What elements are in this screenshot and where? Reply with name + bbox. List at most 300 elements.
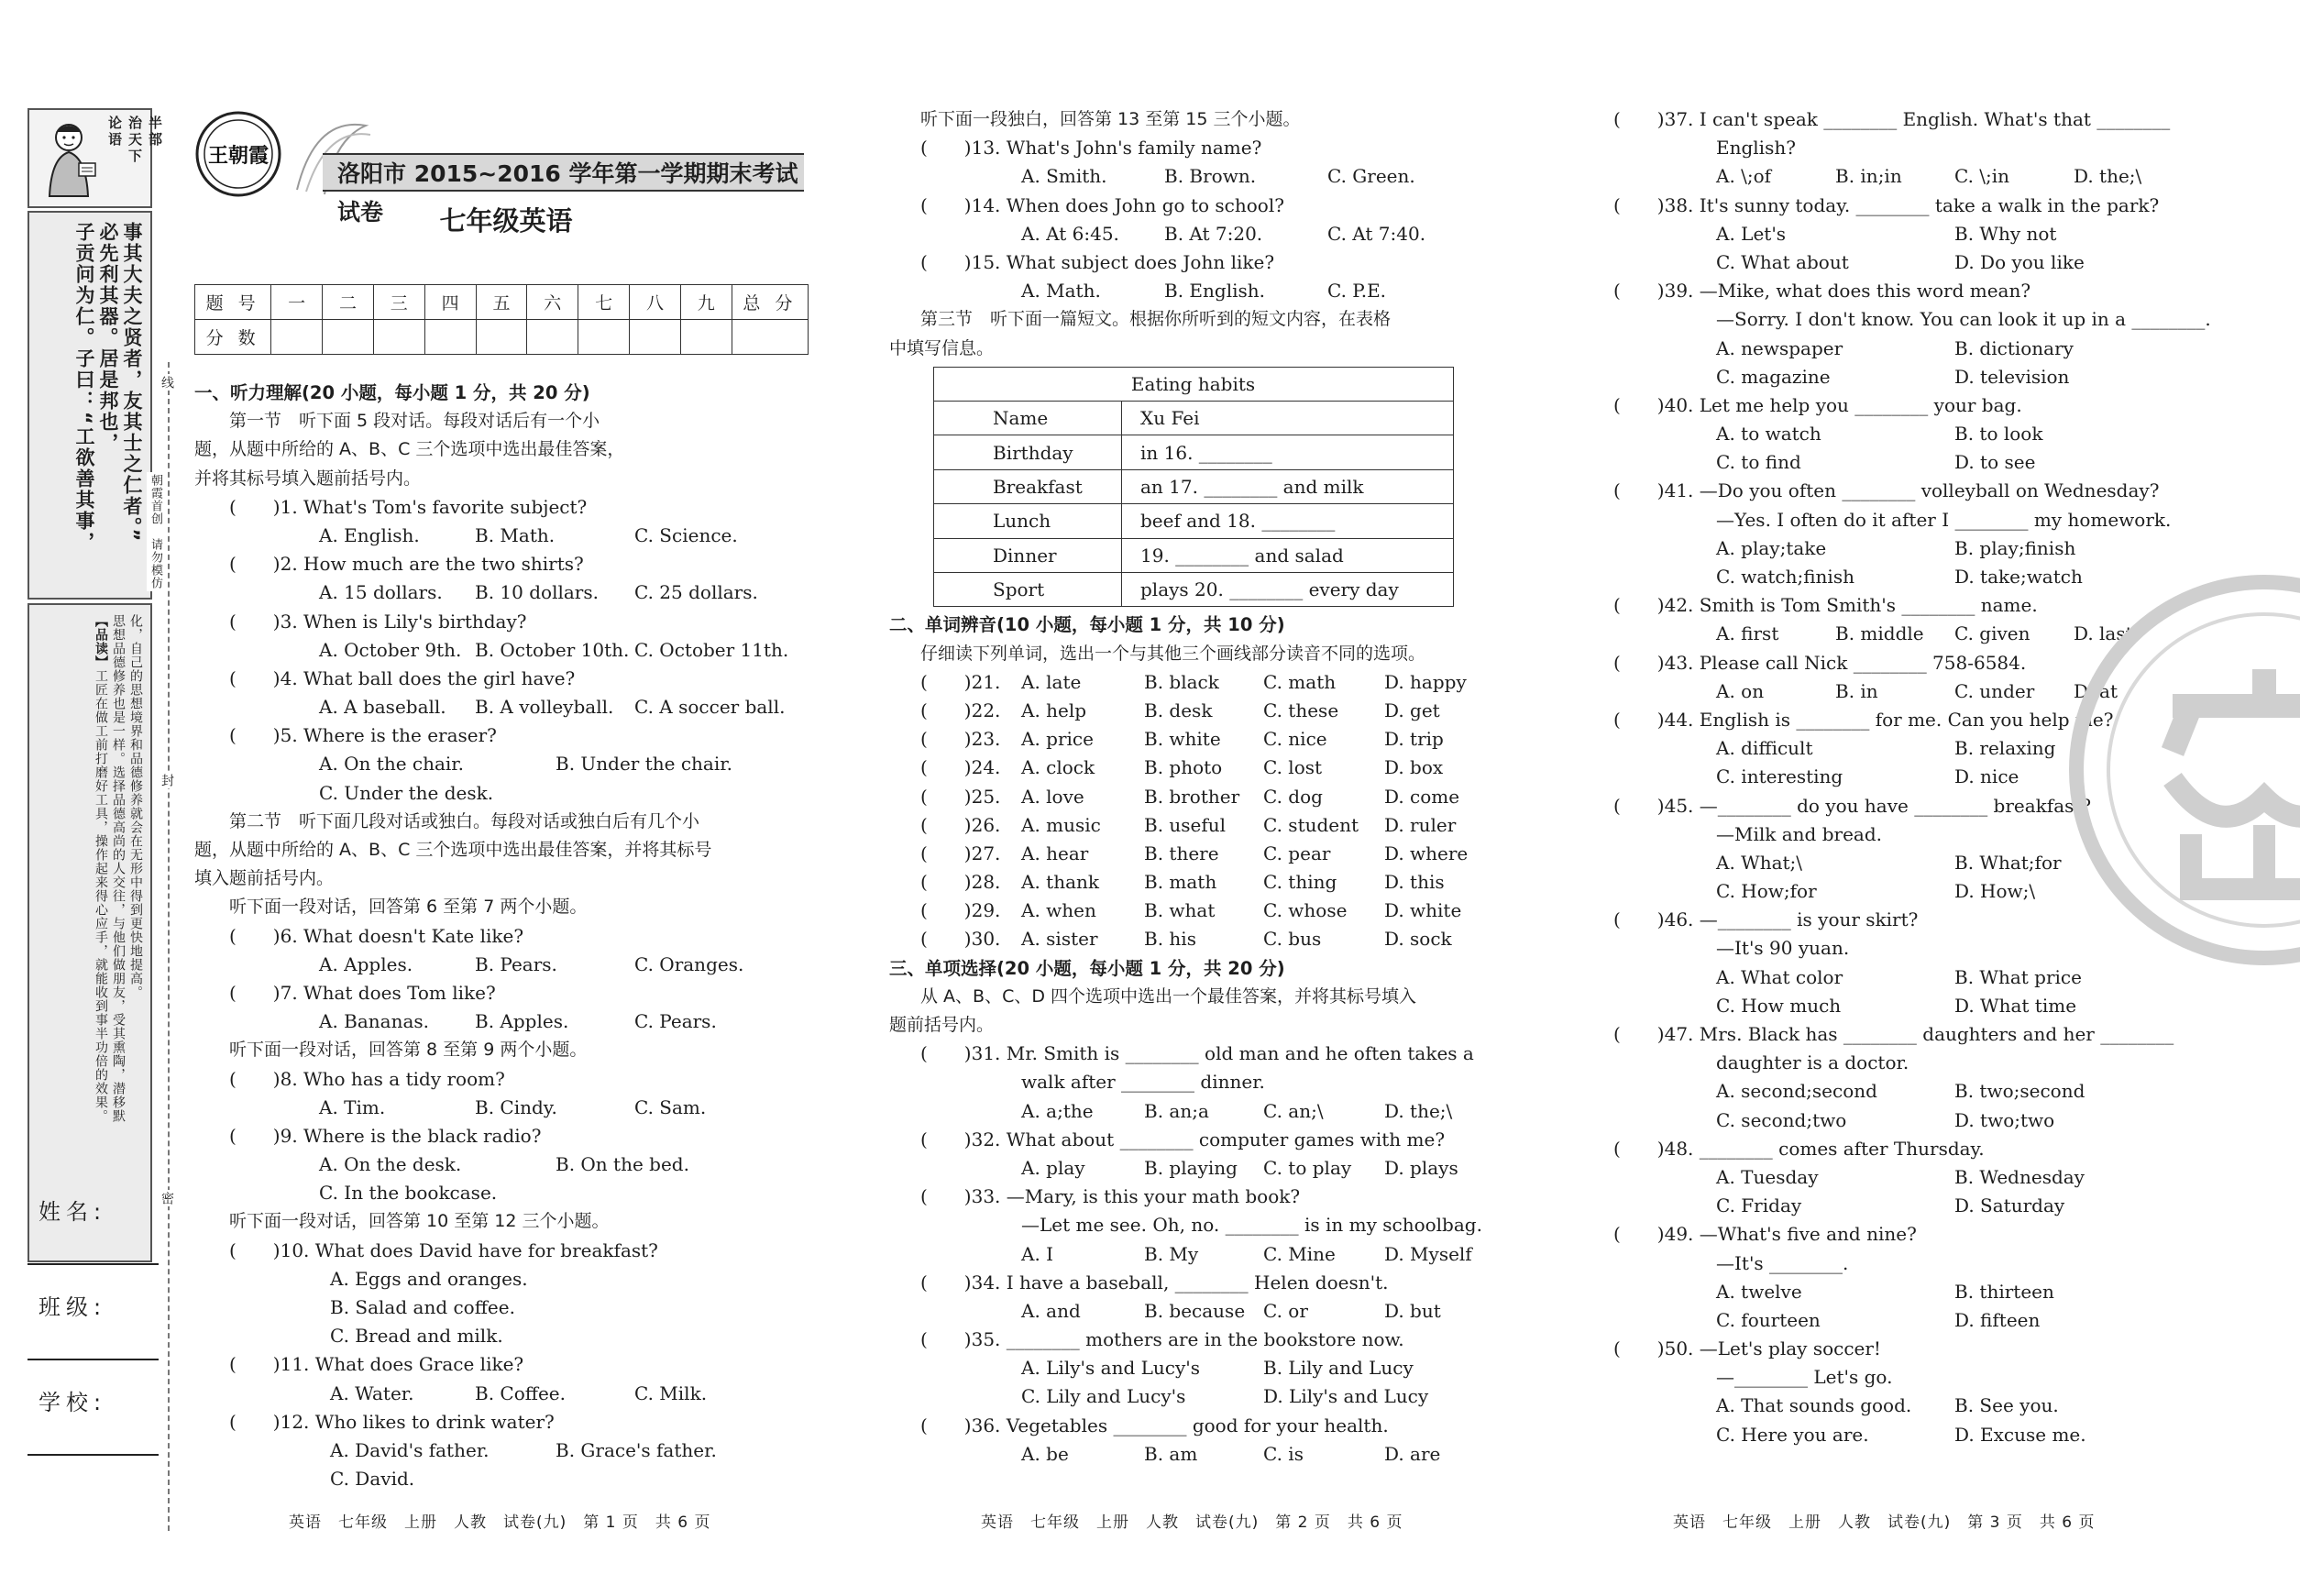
score-cell: 五 [476, 285, 527, 320]
table-value[interactable]: plays 20. ________ every day [1122, 573, 1454, 607]
question-number: ( )21. [920, 670, 1001, 693]
quote-text [73, 222, 143, 553]
question-stem: ( )42. Smith is Tom Smith's ________ name. [1613, 594, 2038, 617]
exam-header [194, 105, 818, 284]
question-stem: ( )38. It's sunny today. ________ take a walk in the park? [1613, 193, 2160, 216]
question-32 [889, 1126, 1508, 1154]
option-d: D. fifteen [1954, 1308, 2041, 1331]
option-d: D. plays [1384, 1156, 1458, 1179]
option-a: A. 15 dollars. [319, 581, 443, 604]
score-table-header-row [195, 285, 809, 320]
question-stem: ( )2. How much are the two shirts? [229, 553, 584, 576]
option-b: B. At 7:20. [1164, 222, 1263, 245]
score-entry-cell[interactable] [527, 320, 578, 355]
option-c: C. Here you are. [1716, 1423, 1869, 1446]
option-c: C. Bread and milk. [330, 1325, 503, 1348]
option-b: B. Brown. [1164, 165, 1257, 188]
brand-logo-text: 王朝霞 [207, 144, 270, 168]
reading-note-col-2: 思想品德修养也是一样。选择品德高尚的人交往，与他们做朋友，受其熏陶，潜移默 [111, 614, 126, 1123]
question-9 [194, 1122, 818, 1150]
option-c: C. Green. [1327, 165, 1415, 188]
question-49-options-2 [1613, 1306, 2246, 1335]
question-stem: ( )6. What doesn't Kate like? [229, 924, 524, 947]
question-33-options [889, 1240, 1508, 1269]
table-row [934, 469, 1454, 503]
question-10-option-c [194, 1322, 818, 1350]
question-33 [889, 1183, 1508, 1211]
question-stem-cont: walk after ________ dinner. [1021, 1071, 1265, 1094]
option-a: A. Water. [330, 1381, 414, 1404]
question-15-options [889, 277, 1508, 305]
option-d: D. to see [1954, 451, 2036, 474]
option-c: C. these [1263, 699, 1339, 721]
option-c: C. Friday [1716, 1194, 1802, 1217]
table-label: Birthday [934, 435, 1122, 469]
option-c: C. bus [1263, 928, 1322, 951]
option-d: D. get [1384, 699, 1440, 721]
table-value[interactable]: beef and 18. ________ [1122, 504, 1454, 538]
option-b: B. relaxing [1954, 737, 2056, 760]
question-40-options-2 [1613, 448, 2246, 477]
question-50 [1613, 1335, 2246, 1363]
option-c: C. Milk. [634, 1381, 708, 1404]
table-value[interactable]: 19. ________ and salad [1122, 538, 1454, 572]
option-c: C. an;\ [1263, 1099, 1324, 1122]
option-c: C. under [1954, 679, 2035, 702]
question-stem-cont: —Sorry. I don't know. You can look it up in a ________. [1716, 308, 2211, 331]
question-stem: ( )39. —Mike, what does this word mean? [1613, 280, 2031, 303]
option-a: A. \;of [1716, 165, 1772, 188]
option-b: B. white [1144, 728, 1221, 751]
quote-col-3: 事其大夫之贤者，友其士之仁者。” [121, 222, 143, 544]
part-1-instruction: 第一节 听下面 5 段对话。每段对话后有一个小 [229, 411, 600, 432]
option-c: C. whose [1263, 899, 1348, 922]
question-11-options [194, 1380, 818, 1408]
question-number: ( )30. [920, 928, 1001, 951]
class-label: 班级: [39, 1294, 107, 1320]
option-d: D. happy [1384, 670, 1467, 693]
question-3 [194, 608, 818, 636]
option-c: C. thing [1263, 871, 1337, 894]
question-9-options [194, 1150, 818, 1179]
phonics-questions [889, 668, 1508, 954]
question-36 [889, 1412, 1508, 1440]
name-field[interactable] [28, 1192, 160, 1287]
school-label: 学校: [39, 1390, 107, 1415]
question-stem: ( )5. Where is the eraser? [229, 724, 497, 747]
question-stem: ( )34. I have a baseball, ________ Helen doesn't. [920, 1271, 1389, 1293]
option-b: B. math [1144, 871, 1217, 894]
option-a: A. twelve [1716, 1280, 1802, 1303]
question-13-options [889, 162, 1508, 191]
question-41 [1613, 477, 2246, 505]
listening-lead: 听下面一段独白，回答第 13 至第 15 三个小题。 [920, 109, 1301, 129]
table-label: Lunch [934, 504, 1122, 538]
option-d: D. last [2074, 622, 2133, 645]
table-title: Eating habits [934, 367, 1454, 401]
option-b: B. Grace's father. [556, 1438, 717, 1461]
option-a: A. a;the [1021, 1099, 1094, 1122]
part-1-instruction: 并将其标号填入题前括号内。 [194, 468, 422, 489]
question-number: ( )29. [920, 899, 1001, 922]
listening-lead: 听下面一段对话，回答第 10 至第 12 三个小题。 [229, 1211, 610, 1232]
score-entry-cell[interactable] [424, 320, 476, 355]
option-c: C. How;for [1716, 880, 1817, 903]
option-a: A. clock [1021, 756, 1095, 779]
page-1-column [194, 105, 818, 1493]
reading-note-col-1 [94, 614, 108, 1123]
name-line[interactable] [28, 1263, 159, 1265]
part-3-instruction: 第三节 听下面一篇短文。根据你所听到的短文内容，在表格 [920, 309, 1392, 330]
option-a: A. play;take [1716, 536, 1827, 559]
option-d: D. Saturday [1954, 1194, 2065, 1217]
question-48-options [1613, 1163, 2246, 1192]
question-5 [194, 721, 818, 750]
question-number: ( )24. [920, 756, 1001, 779]
school-field[interactable] [28, 1382, 160, 1478]
option-b: B. in;in [1835, 165, 1902, 188]
option-a: A. love [1021, 785, 1084, 808]
option-c: C. Oranges. [634, 952, 744, 975]
option-b: B. Math. [475, 523, 556, 546]
confidential-seal-icon [2063, 568, 2300, 972]
score-cell: 四 [424, 285, 476, 320]
question-39-options-2 [1613, 363, 2246, 391]
question-40 [1613, 391, 2246, 420]
option-b: B. Cindy. [475, 1095, 557, 1118]
option-a: A. What color [1716, 965, 1843, 988]
section-1-heading: 一、听力理解(20 小题，每小题 1 分，共 20 分) [194, 382, 590, 403]
score-cell: 六 [527, 285, 578, 320]
question-stem: ( )33. —Mary, is this your math book? [920, 1185, 1301, 1208]
option-b: B. Lily and Lucy [1263, 1357, 1414, 1380]
option-a: A. Bananas. [319, 1010, 430, 1033]
question-22 [889, 697, 1508, 725]
question-39-options [1613, 335, 2246, 363]
question-39-cont [1613, 305, 2246, 334]
score-entry-cell[interactable] [630, 320, 681, 355]
question-35-options [889, 1354, 1508, 1382]
option-a: A. I [1021, 1242, 1054, 1265]
option-b: B. Salad and coffee. [330, 1296, 515, 1318]
question-37-cont [1613, 134, 2246, 162]
option-a: A. English. [319, 523, 420, 546]
question-24 [889, 754, 1508, 782]
option-a: A. be [1021, 1442, 1069, 1465]
question-6-options [194, 951, 818, 979]
question-47-cont [1613, 1049, 2246, 1077]
option-b: B. A volleyball. [475, 696, 614, 719]
option-b: B. because [1144, 1299, 1246, 1322]
question-stem-cont: —It's 90 yuan. [1716, 937, 1850, 960]
question-47-options [1613, 1077, 2246, 1106]
option-a: A. price [1021, 728, 1094, 751]
option-c: C. to play [1263, 1156, 1352, 1179]
question-stem: ( )48. ________ comes after Thursday. [1613, 1137, 1985, 1160]
question-stem: ( )8. Who has a tidy room? [229, 1067, 505, 1090]
option-b: B. playing [1144, 1156, 1238, 1179]
score-entry-cell[interactable] [680, 320, 732, 355]
question-23 [889, 725, 1508, 754]
option-c: C. David. [330, 1468, 415, 1491]
question-46-options-2 [1613, 992, 2246, 1020]
option-a: A. music [1021, 813, 1101, 836]
option-a: A. on [1716, 679, 1765, 702]
question-49-options [1613, 1278, 2246, 1306]
section-2-heading: 二、单词辨音(10 小题，每小题 1 分，共 10 分) [889, 614, 1285, 636]
question-stem: ( )41. —Do you often ________ volleyball on Wednesday? [1613, 479, 2160, 502]
option-c: C. At 7:40. [1327, 222, 1426, 245]
option-c: C. Under the desk. [319, 781, 494, 804]
question-stem: ( )14. When does John go to school? [920, 193, 1284, 216]
option-d: D. but [1384, 1299, 1441, 1322]
option-b: B. thirteen [1954, 1280, 2054, 1303]
option-b: B. English. [1164, 280, 1265, 303]
option-a: A. David's father. [330, 1438, 490, 1461]
option-a: A. Apples. [319, 952, 413, 975]
question-stem: ( )11. What does Grace like? [229, 1353, 524, 1376]
question-3-options [194, 636, 818, 665]
part-2-instruction: 填入题前括号内。 [194, 868, 335, 889]
option-c: C. Pears. [634, 1010, 717, 1033]
score-cell: 总 分 [732, 285, 808, 320]
question-15 [889, 248, 1508, 277]
question-35-options-2 [889, 1382, 1508, 1411]
reading-note-tag: 【品读】 [94, 614, 108, 669]
question-31-options [889, 1097, 1508, 1126]
reading-note-col-3: 化，自己的思想境界和品德修养就会在无形中得到更快地提高。 [128, 614, 143, 999]
question-7-options [194, 1007, 818, 1036]
motto-col-3: 论语 [106, 116, 123, 149]
table-value[interactable]: an 17. ________ and milk [1122, 469, 1454, 503]
fold-mark-xian: 线 [160, 376, 174, 389]
seal-fold-line [168, 362, 170, 1531]
fold-mark-mi: 密 [160, 1192, 174, 1205]
option-d: D. where [1384, 842, 1469, 864]
option-a: A. thank [1021, 871, 1099, 894]
question-number: ( )26. [920, 813, 1001, 836]
table-row [934, 402, 1454, 435]
question-48 [1613, 1135, 2246, 1163]
reading-note-box [28, 603, 152, 1262]
option-b: B. what [1144, 899, 1216, 922]
question-41-cont [1613, 506, 2246, 534]
option-b: B. photo [1144, 756, 1223, 779]
option-a: A. Tuesday [1716, 1165, 1819, 1188]
option-d: D. white [1384, 899, 1462, 922]
option-b: B. to look [1954, 423, 2043, 446]
question-stem-cont: daughter is a doctor. [1716, 1051, 1909, 1074]
option-c: C. fourteen [1716, 1308, 1821, 1331]
score-table-score-row [195, 320, 809, 355]
option-b: B. On the bed. [556, 1153, 689, 1176]
option-c: C. magazine [1716, 365, 1831, 388]
section-3-heading: 三、单项选择(20 小题，每小题 1 分，共 20 分) [889, 957, 1285, 979]
question-4-options [194, 693, 818, 721]
page-2-column [889, 105, 1508, 1469]
class-line[interactable] [28, 1359, 159, 1360]
question-number: ( )23. [920, 728, 1001, 751]
question-27 [889, 840, 1508, 868]
table-value[interactable]: in 16. ________ [1122, 435, 1454, 469]
reading-note-text [94, 614, 143, 1123]
question-25 [889, 783, 1508, 811]
question-stem: ( )50. —Let's play soccer! [1613, 1337, 1881, 1360]
question-29 [889, 897, 1508, 925]
question-number: ( )22. [920, 699, 1001, 721]
option-a: A. On the desk. [319, 1153, 462, 1176]
question-49-cont [1613, 1249, 2246, 1278]
question-stem: ( )13. What's John's family name? [920, 137, 1262, 160]
question-9-options-2 [194, 1179, 818, 1207]
option-c: C. P.E. [1327, 280, 1387, 303]
question-stem-cont: —Milk and bread. [1716, 822, 1882, 845]
score-entry-cell[interactable] [476, 320, 527, 355]
question-stem: ( )31. Mr. Smith is ________ old man and he often takes a [920, 1042, 1474, 1065]
question-stem: ( )37. I can't speak ________ English. What's that ________ [1613, 108, 2171, 130]
school-line[interactable] [28, 1454, 159, 1456]
question-39 [1613, 277, 2246, 305]
option-d: D. Excuse me. [1954, 1423, 2086, 1446]
score-entry-cell[interactable] [271, 320, 323, 355]
question-26 [889, 811, 1508, 840]
score-entry-cell[interactable] [578, 320, 630, 355]
question-21 [889, 668, 1508, 697]
option-a: A. newspaper [1716, 336, 1843, 359]
question-28 [889, 868, 1508, 897]
option-b: B. Coffee. [475, 1381, 566, 1404]
option-a: A. first [1716, 622, 1779, 645]
option-b: B. Wednesday [1954, 1165, 2085, 1188]
scholar-figure-icon [37, 117, 101, 198]
option-d: D. Do you like [1954, 250, 2085, 273]
option-b: B. My [1144, 1242, 1199, 1265]
option-c: C. pear [1263, 842, 1331, 864]
option-d: D. What time [1954, 994, 2077, 1017]
option-b: B. Why not [1954, 222, 2057, 245]
question-1-options [194, 522, 818, 550]
question-48-options-2 [1613, 1192, 2246, 1220]
score-entry-cell[interactable] [732, 320, 808, 355]
listening-lead: 听下面一段对话，回答第 6 至第 7 两个小题。 [229, 897, 588, 918]
option-a: A. Smith. [1021, 165, 1107, 188]
option-d: D. sock [1384, 928, 1452, 951]
question-stem: ( )9. Where is the black radio? [229, 1124, 542, 1147]
question-5-options-2 [194, 779, 818, 808]
option-b: B. middle [1835, 622, 1924, 645]
question-stem: ( )47. Mrs. Black has ________ daughters and her ________ [1613, 1023, 2174, 1045]
question-14-options [889, 220, 1508, 248]
question-47-options-2 [1613, 1106, 2246, 1135]
question-stem: ( )15. What subject does John like? [920, 250, 1275, 273]
motto [106, 116, 163, 165]
option-a: A. At 6:45. [1021, 222, 1119, 245]
option-a: A. help [1021, 699, 1087, 721]
student-info-fields [28, 1192, 160, 1478]
question-33-cont [889, 1211, 1508, 1239]
question-35 [889, 1326, 1508, 1354]
confucius-quote-box [28, 211, 152, 600]
option-c: C. to find [1716, 451, 1801, 474]
question-38-options-2 [1613, 248, 2246, 277]
motto-col-1: 半部 [147, 116, 163, 149]
option-d: D. the;\ [1384, 1099, 1453, 1122]
option-d: D. at [2074, 679, 2118, 702]
question-13 [889, 134, 1508, 162]
page-footer-3: 英语 七年级 上册 人教 试卷(九) 第 3 页 共 6 页 [1673, 1513, 2096, 1532]
option-c: C. \;in [1954, 165, 2010, 188]
option-b: B. See you. [1954, 1394, 2059, 1417]
part-2-instruction: 题，从题中所给的 A、B、C 三个选项中选出最佳答案，并将其标号 [194, 840, 712, 860]
option-b: B. two;second [1954, 1080, 2085, 1103]
table-row [934, 573, 1454, 607]
option-a: A. Eggs and oranges. [330, 1267, 528, 1290]
option-c: C. Sam. [634, 1095, 707, 1118]
score-cell: 三 [373, 285, 424, 320]
option-a: A. Lily's and Lucy's [1021, 1357, 1201, 1380]
option-d: D. come [1384, 785, 1460, 808]
option-d: D. trip [1384, 728, 1444, 751]
question-stem: ( )49. —What's five and nine? [1613, 1223, 1917, 1246]
option-a: A. and [1021, 1299, 1081, 1322]
score-entry-cell[interactable] [323, 320, 374, 355]
question-stem: ( )3. When is Lily's birthday? [229, 610, 527, 633]
question-50-options [1613, 1392, 2246, 1420]
table-label: Breakfast [934, 469, 1122, 503]
option-b: B. dictionary [1954, 336, 2074, 359]
option-c: C. student [1263, 813, 1359, 836]
option-c: C. interesting [1716, 765, 1843, 788]
question-stem-cont: English? [1716, 137, 1796, 160]
question-5-options [194, 750, 818, 778]
question-stem: ( )4. What ball does the girl have? [229, 666, 576, 689]
option-a: A. hear [1021, 842, 1089, 864]
question-31-cont [889, 1068, 1508, 1096]
question-10 [194, 1237, 818, 1265]
option-c: C. math [1263, 670, 1337, 693]
option-c: C. Mine [1263, 1242, 1336, 1265]
question-number: ( )27. [920, 842, 1001, 864]
option-d: D. Lily's and Lucy [1263, 1385, 1429, 1408]
score-entry-cell[interactable] [373, 320, 424, 355]
option-a: A. What;\ [1716, 851, 1803, 874]
question-stem: ( )46. —________ is your skirt? [1613, 908, 1919, 931]
option-c: C. A soccer ball. [634, 696, 786, 719]
question-stem-cont: —It's ________. [1716, 1251, 1849, 1274]
question-stem: ( )36. Vegetables ________ good for your health. [920, 1414, 1389, 1436]
option-b: B. October 10th. [475, 638, 630, 661]
question-8 [194, 1065, 818, 1094]
option-c: C. nice [1263, 728, 1327, 751]
option-a: A. sister [1021, 928, 1098, 951]
option-a: A. when [1021, 899, 1096, 922]
eating-habits-table [933, 367, 1454, 608]
question-stem-cont: —Let me see. Oh, no. ________ is in my schoolbag. [1021, 1214, 1482, 1237]
fold-note: 朝霞首创 请勿模仿 [149, 474, 162, 589]
listening-lead: 听下面一段对话，回答第 8 至第 9 两个小题。 [229, 1040, 588, 1061]
question-number: ( )28. [920, 871, 1001, 894]
question-8-options [194, 1094, 818, 1122]
option-b: B. Under the chair. [556, 753, 732, 776]
question-31 [889, 1040, 1508, 1068]
question-37 [1613, 105, 2246, 134]
option-c: C. What about [1716, 250, 1849, 273]
class-field[interactable] [28, 1287, 160, 1382]
exam-title: 洛阳市 2015~2016 学年第一学期期末考试试卷 [337, 160, 798, 226]
question-stem: ( )10. What does David have for breakfast? [229, 1238, 658, 1261]
option-b: B. an;a [1144, 1099, 1209, 1122]
question-50-options-2 [1613, 1421, 2246, 1449]
